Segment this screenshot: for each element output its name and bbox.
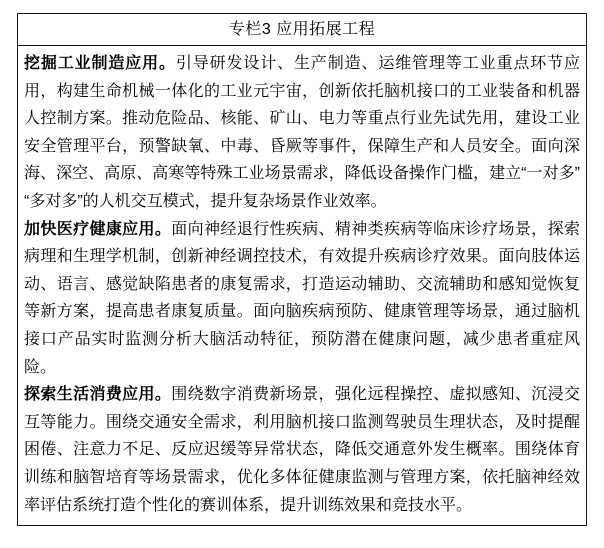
paragraph-industrial-text: 引导研发设计、生产制造、运维管理等工业重点环节应用，构建生命机械一体化的工业元宇宙，创新依托脑机接口的工业装备和机器人控制方案。推动危险品、核能、矿山、电力等重点行业先试先用，建设工业安全管理平台，预警缺氧、中毒、昏厥等事件，保障生产和人员安全。面向深海、深空、高原、高寒等特殊工业场景需求，降低设备操作门槛，建立“一对多” “多对多”的人机交互模式，提升复杂场景作业效率。 xyxy=(24,55,580,210)
paragraph-consumer-text: 围绕数字消费新场景，强化远程操控、虚拟感知、沉浸交互等能力。围绕交通安全需求，利用脑机接口监测驾驶员生理状态，及时提醒困倦、注意力不足、反应迟缓等异常状态，降低交通意外发生概率。围绕体育训练和脑智培育等场景需求，优化多体征健康监测与管理方案，依托脑神经效率评估系统打造个性化的赛训体系，提升训练效果和竞技水平。 xyxy=(24,386,580,514)
paragraph-industrial-heading: 挖掘工业制造应用。 xyxy=(24,55,176,72)
paragraph-industrial xyxy=(24,50,580,216)
paragraph-medical-text: 面向神经退行性疾病、精神类疾病等临床诊疗场景，探索病理和生理学机制，创新神经调控技术，有效提升疾病诊疗效果。面向肢体运动、语言、感觉缺陷患者的康复需求，打造运动辅助、交流辅助和感知觉恢复等新方案，提高患者康复质量。面向脑疾病预防、健康管理等场景，通过脑机接口产品实时监测分析大脑活动特征，预防潜在健康问题，减少患者重症风险。 xyxy=(24,220,580,376)
paragraph-medical-heading: 加快医疗健康应用。 xyxy=(24,220,172,238)
column-box xyxy=(17,13,587,526)
paragraph-medical xyxy=(24,216,580,382)
paragraph-consumer xyxy=(24,381,580,519)
column-box-title: 专栏3 应用拓展工程 xyxy=(18,14,586,46)
column-box-body xyxy=(18,46,586,525)
paragraph-consumer-heading: 探索生活消费应用。 xyxy=(24,386,172,404)
